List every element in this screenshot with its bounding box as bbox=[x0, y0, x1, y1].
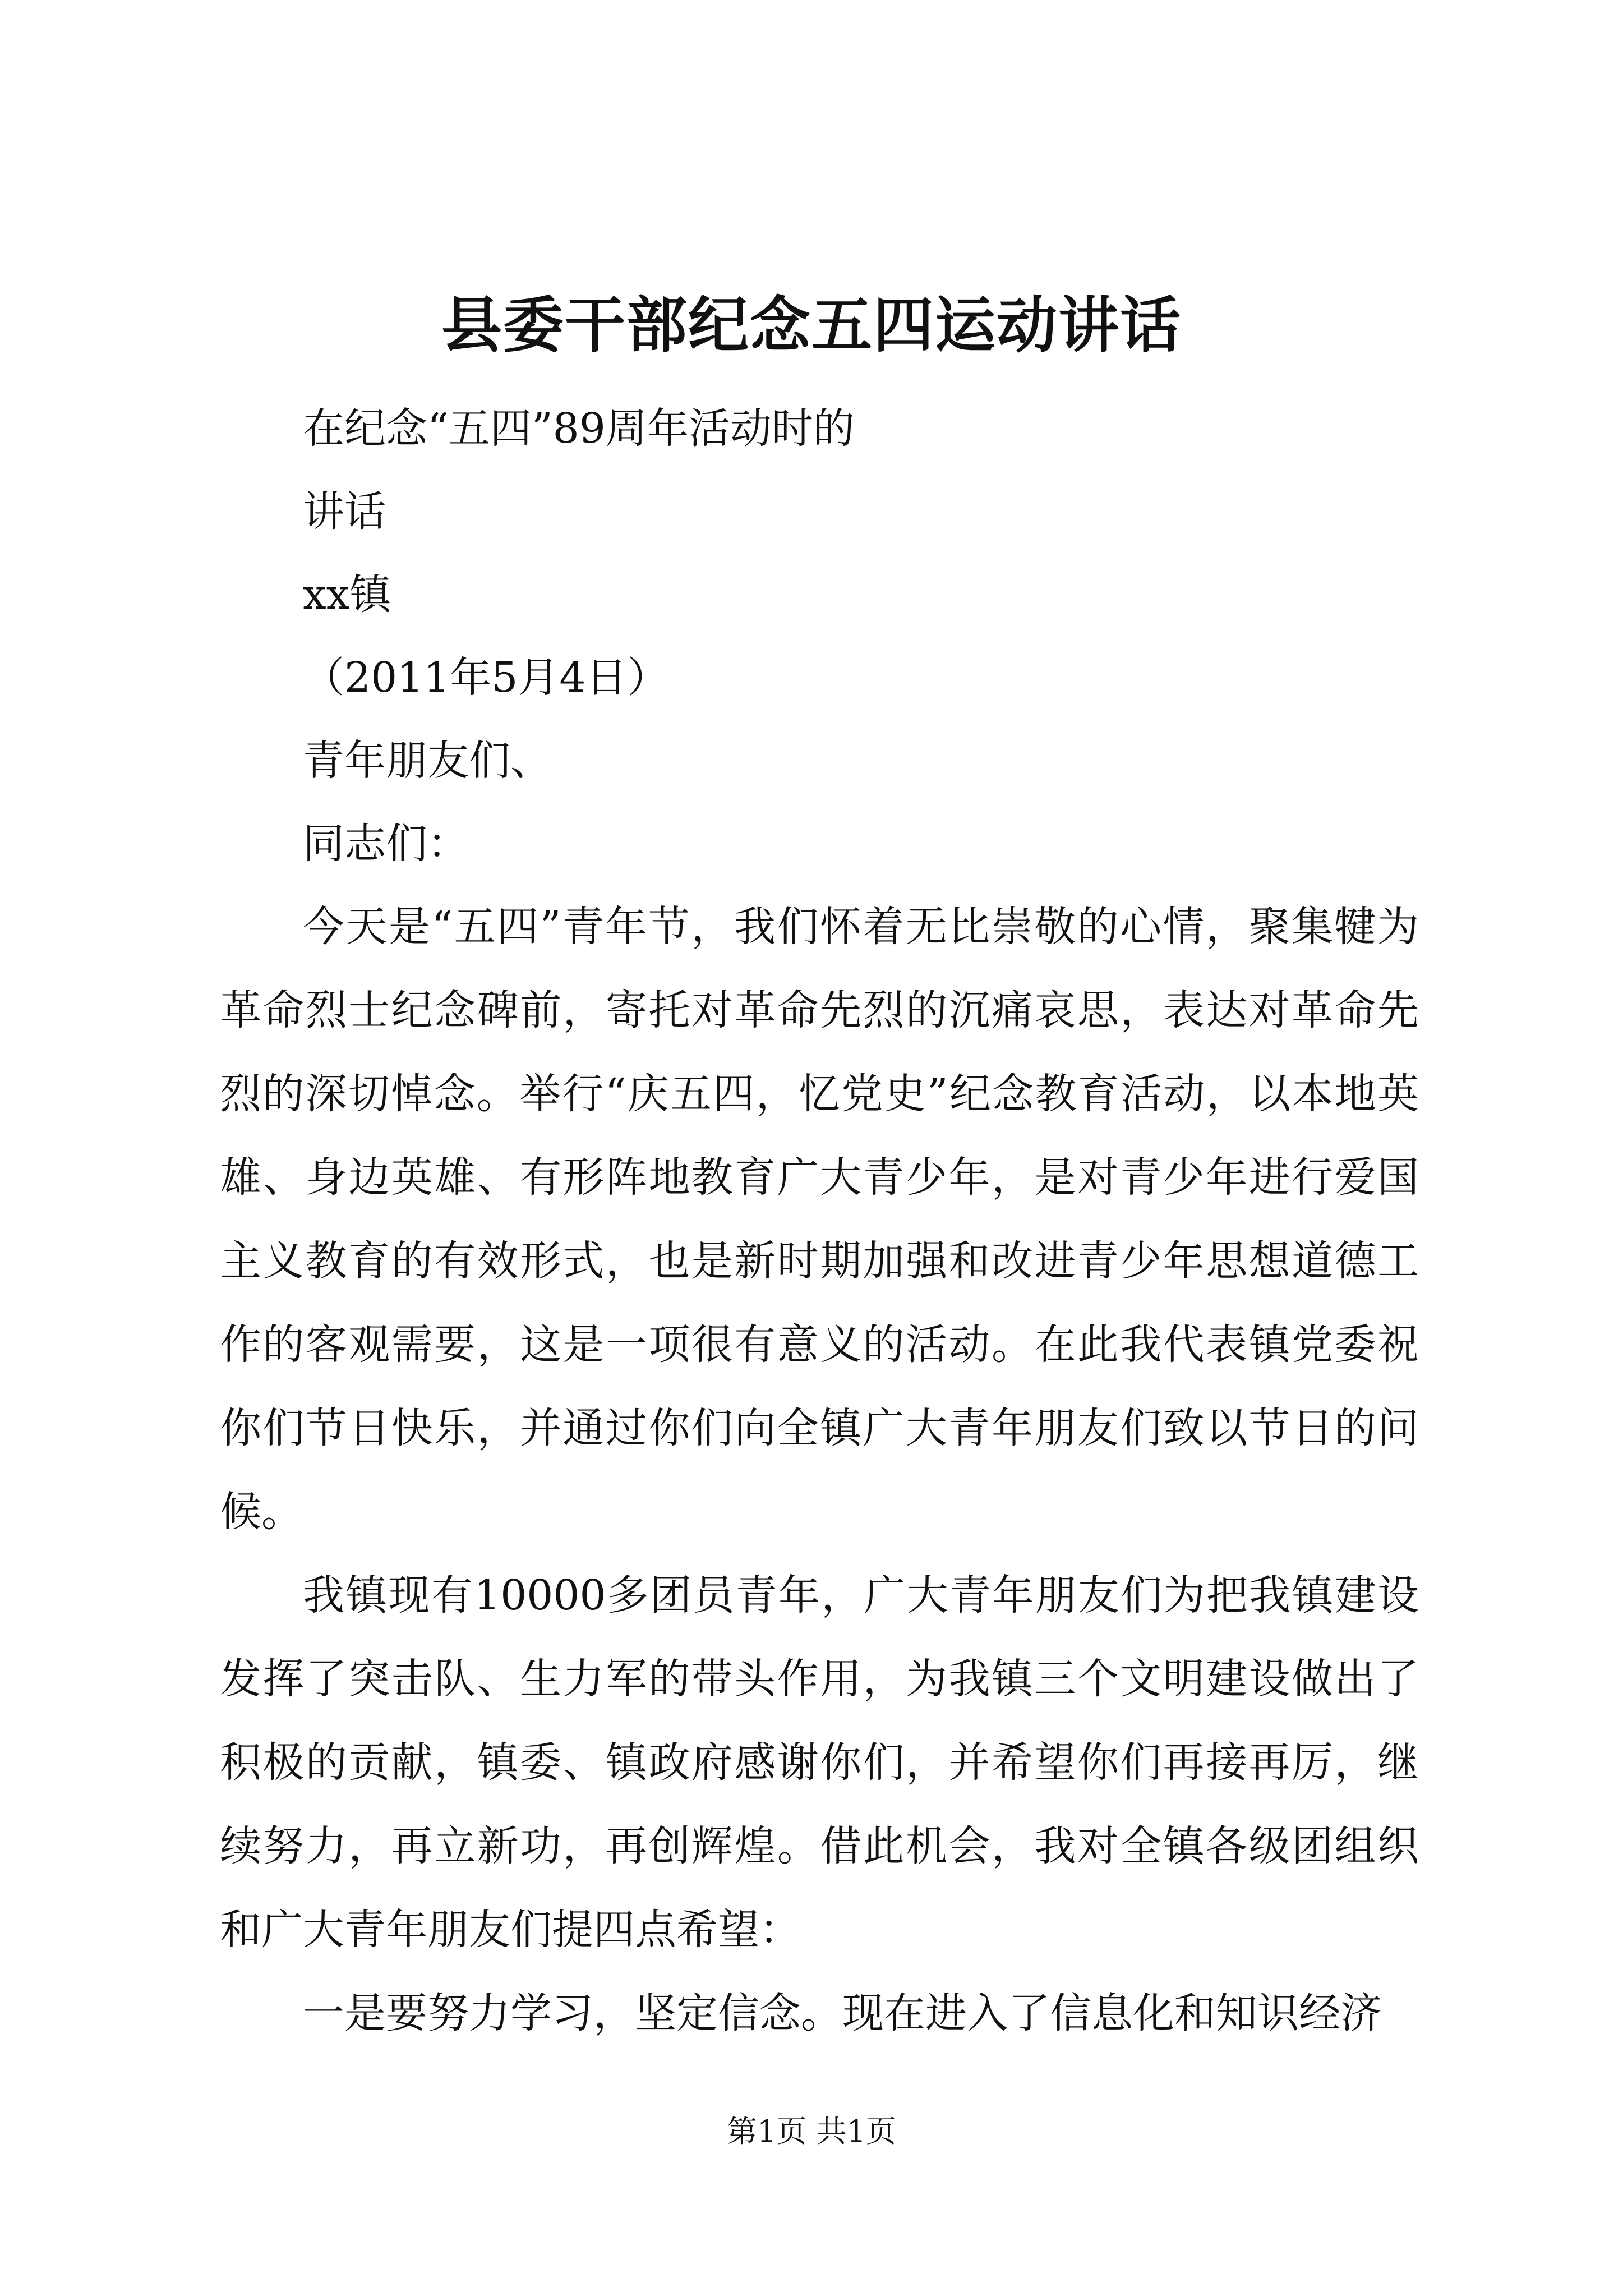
body-paragraph-3: 一是要努力学习，坚定信念。现在进入了信息化和知识经济 bbox=[303, 1989, 1382, 2037]
document-title: 县委干部纪念五四运动讲话 bbox=[441, 290, 1182, 361]
salutation-line-1: 青年朋友们、 bbox=[303, 737, 552, 785]
salutation-line-2: 同志们： bbox=[303, 820, 469, 868]
speaker-line: xx镇 bbox=[303, 570, 391, 619]
subtitle-line-1: 在纪念“五四”89周年活动时的 bbox=[303, 404, 855, 453]
subtitle-line-2: 讲话 bbox=[303, 487, 386, 536]
body-paragraph-1: 今天是“五四”青年节，我们怀着无比崇敬的心情，聚集犍为革命烈士纪念碑前，寄托对革命先烈的沉痛哀思，表达对革命先烈的深切悼念。举行“庆五四，忆党史”纪念教育活动，以本地英雄、身边英雄、有形阵地教育广大青少年，是对青少年进行爱国主义教育的有效形式，也是新时期加强和改进青少年思想道德工作的客观需要，这是一项很有意义的活动。在此我代表镇党委祝你们节日快乐，并通过你们向全镇广大青年朋友们致以节日的问候。 bbox=[220, 903, 1419, 1536]
date-line: （2011年5月4日） bbox=[303, 654, 669, 702]
document-body bbox=[220, 387, 1419, 2055]
page-number-footer: 第1页 共1页 bbox=[727, 2114, 896, 2149]
body-paragraph-2: 我镇现有10000多团员青年，广大青年朋友们为把我镇建设发挥了突击队、生力军的带头作用，为我镇三个文明建设做出了积极的贡献，镇委、镇政府感谢你们，并希望你们再接再厉，继续努力，再立新功，再创辉煌。借此机会，我对全镇各级团组织和广大青年朋友们提四点希望： bbox=[220, 1571, 1419, 1954]
